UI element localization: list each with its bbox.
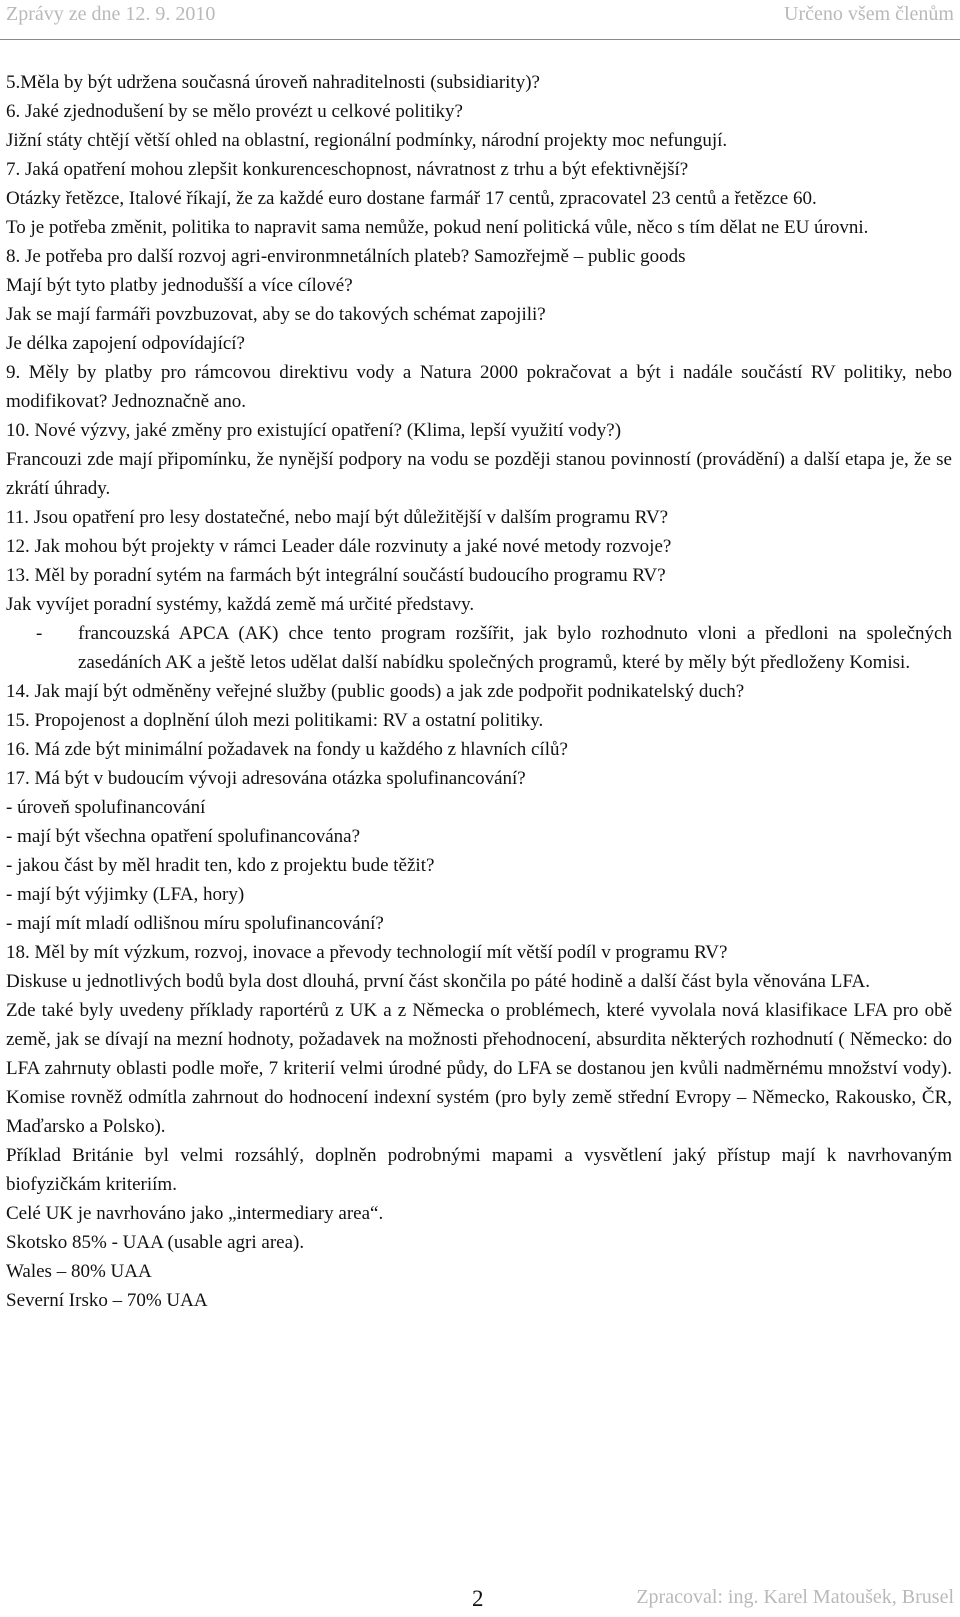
- paragraph: To je potřeba změnit, politika to napravit sama nemůže, pokud není politická vůle, něco s tím dělat ne EU úrovni.: [6, 217, 869, 238]
- list-line: - úroveň spolufinancování: [6, 797, 206, 818]
- footer-author: Zpracoval: ing. Karel Matoušek, Brusel: [636, 1586, 954, 1608]
- question-17: 17. Má být v budoucím vývoji adresována otázka spolufinancování?: [6, 768, 526, 789]
- paragraph: Jak se mají farmáři povzbuzovat, aby se do takových schémat zapojili?: [6, 304, 546, 325]
- question-5: 5.Měla by být udržena současná úroveň nahraditelnosti (subsidiarity)?: [6, 72, 540, 93]
- paragraph: Otázky řetězce, Italové říkají, že za každé euro dostane farmář 17 centů, zpracovatel 23 centů a řetězce 60.: [6, 188, 817, 209]
- paragraph: Skotsko 85% - UAA (usable agri area).: [6, 1232, 305, 1253]
- question-8: 8. Je potřeba pro další rozvoj agri-environmnetálních plateb? Samozřejmě – public goods: [6, 246, 686, 267]
- paragraph: Jak vyvíjet poradní systémy, každá země má určité představy.: [6, 594, 475, 615]
- paragraph: Diskuse u jednotlivých bodů byla dost dlouhá, první část skončila po páté hodině a další část byla věnována LFA.: [6, 971, 870, 992]
- page-number: 2: [472, 1586, 484, 1611]
- question-14: 14. Jak mají být odměněny veřejné služby (public goods) a jak zde podpořit podnikatelský duch?: [6, 681, 745, 702]
- paragraph: Jižní státy chtějí větší ohled na oblastní, regionální podmínky, národní projekty moc nefungují.: [6, 130, 728, 151]
- paragraph: Zde také byly uvedeny příklady raportérů z UK a z Německa o problémech, které vyvolala nová klasifikace LFA pro obě země, jak se dívají na mezní hodnoty, požadavek na možnosti přehodnocení, absurdita některých rozhodnutí ( Německo: do LFA zahrnuty oblasti podle moře, 7 kriterií velmi úrodné půdy, do LFA se dostanou jen kvůli nadměrnému množství vody). Komise rovněž odmítla zahrnout do hodnocení indexní systém (pro byly země střední Evropy – Německo, Rakousko, ČR, Maďarsko a Polsko).: [6, 1000, 952, 1137]
- question-10: 10. Nové výzvy, jaké změny pro existující opatření? (Klima, lepší využití vody?): [6, 420, 622, 441]
- question-7: 7. Jaká opatření mohou zlepšit konkurenceschopnost, návratnost z trhu a být efektivnější?: [6, 159, 689, 180]
- list-line: - mají mít mladí odlišnou míru spolufinancování?: [6, 913, 384, 934]
- paragraph: Mají být tyto platby jednodušší a více cílové?: [6, 275, 353, 296]
- list-line: - mají být všechna opatření spolufinancována?: [6, 826, 361, 847]
- paragraph: Wales – 80% UAA: [6, 1261, 152, 1282]
- paragraph: Příklad Británie byl velmi rozsáhlý, doplněn podrobnými mapami a vysvětlení jaký přístup mají k navrhovaným biofyzičkám kriteriím.: [6, 1145, 952, 1195]
- question-9: 9. Měly by platby pro rámcovou direktivu vody a Natura 2000 pokračovat a být i nadále součástí RV politiky, nebo modifikovat? Jednoznačně ano.: [6, 362, 952, 412]
- paragraph: Severní Irsko – 70% UAA: [6, 1290, 208, 1311]
- paragraph: Francouzi zde mají připomínku, že nynější podpory na vodu se později stanou povinností (provádění) a další etapa je, že se zkrátí úhrady.: [6, 449, 952, 499]
- question-18: 18. Měl by mít výzkum, rozvoj, inovace a převody technologií mít větší podíl v programu RV?: [6, 942, 728, 963]
- question-12: 12. Jak mohou být projekty v rámci Leader dále rozvinuty a jaké nové metody rozvoje?: [6, 536, 672, 557]
- paragraph: Je délka zapojení odpovídající?: [6, 333, 245, 354]
- bullet-text: francouzská APCA (AK) chce tento program rozšířit, jak bylo rozhodnuto vloni a předloni na společných zasedáních AK a ještě letos udělat další nabídku společných programů, které by měly být předloženy Komisi.: [78, 623, 952, 673]
- paragraph: Celé UK je navrhováno jako „intermediary area“.: [6, 1203, 384, 1224]
- question-6: 6. Jaké zjednodušení by se mělo provézt u celkové politiky?: [6, 101, 463, 122]
- list-line: - jakou část by měl hradit ten, kdo z projektu bude těžit?: [6, 855, 435, 876]
- header-left: Zprávy ze dne 12. 9. 2010: [6, 3, 216, 25]
- question-13: 13. Měl by poradní sytém na farmách být integrální součástí budoucího programu RV?: [6, 565, 666, 586]
- bullet-dash: -: [36, 623, 43, 644]
- list-line: - mají být výjimky (LFA, hory): [6, 884, 245, 905]
- header-right: Určeno všem členům: [784, 3, 954, 25]
- question-15: 15. Propojenost a doplnění úloh mezi politikami: RV a ostatní politiky.: [6, 710, 544, 731]
- question-16: 16. Má zde být minimální požadavek na fondy u každého z hlavních cílů?: [6, 739, 568, 760]
- question-11: 11. Jsou opatření pro lesy dostatečné, nebo mají být důležitější v dalším programu RV?: [6, 507, 669, 528]
- document-body: [6, 68, 952, 1315]
- header-divider: [0, 39, 960, 40]
- bullet-item: [6, 619, 952, 677]
